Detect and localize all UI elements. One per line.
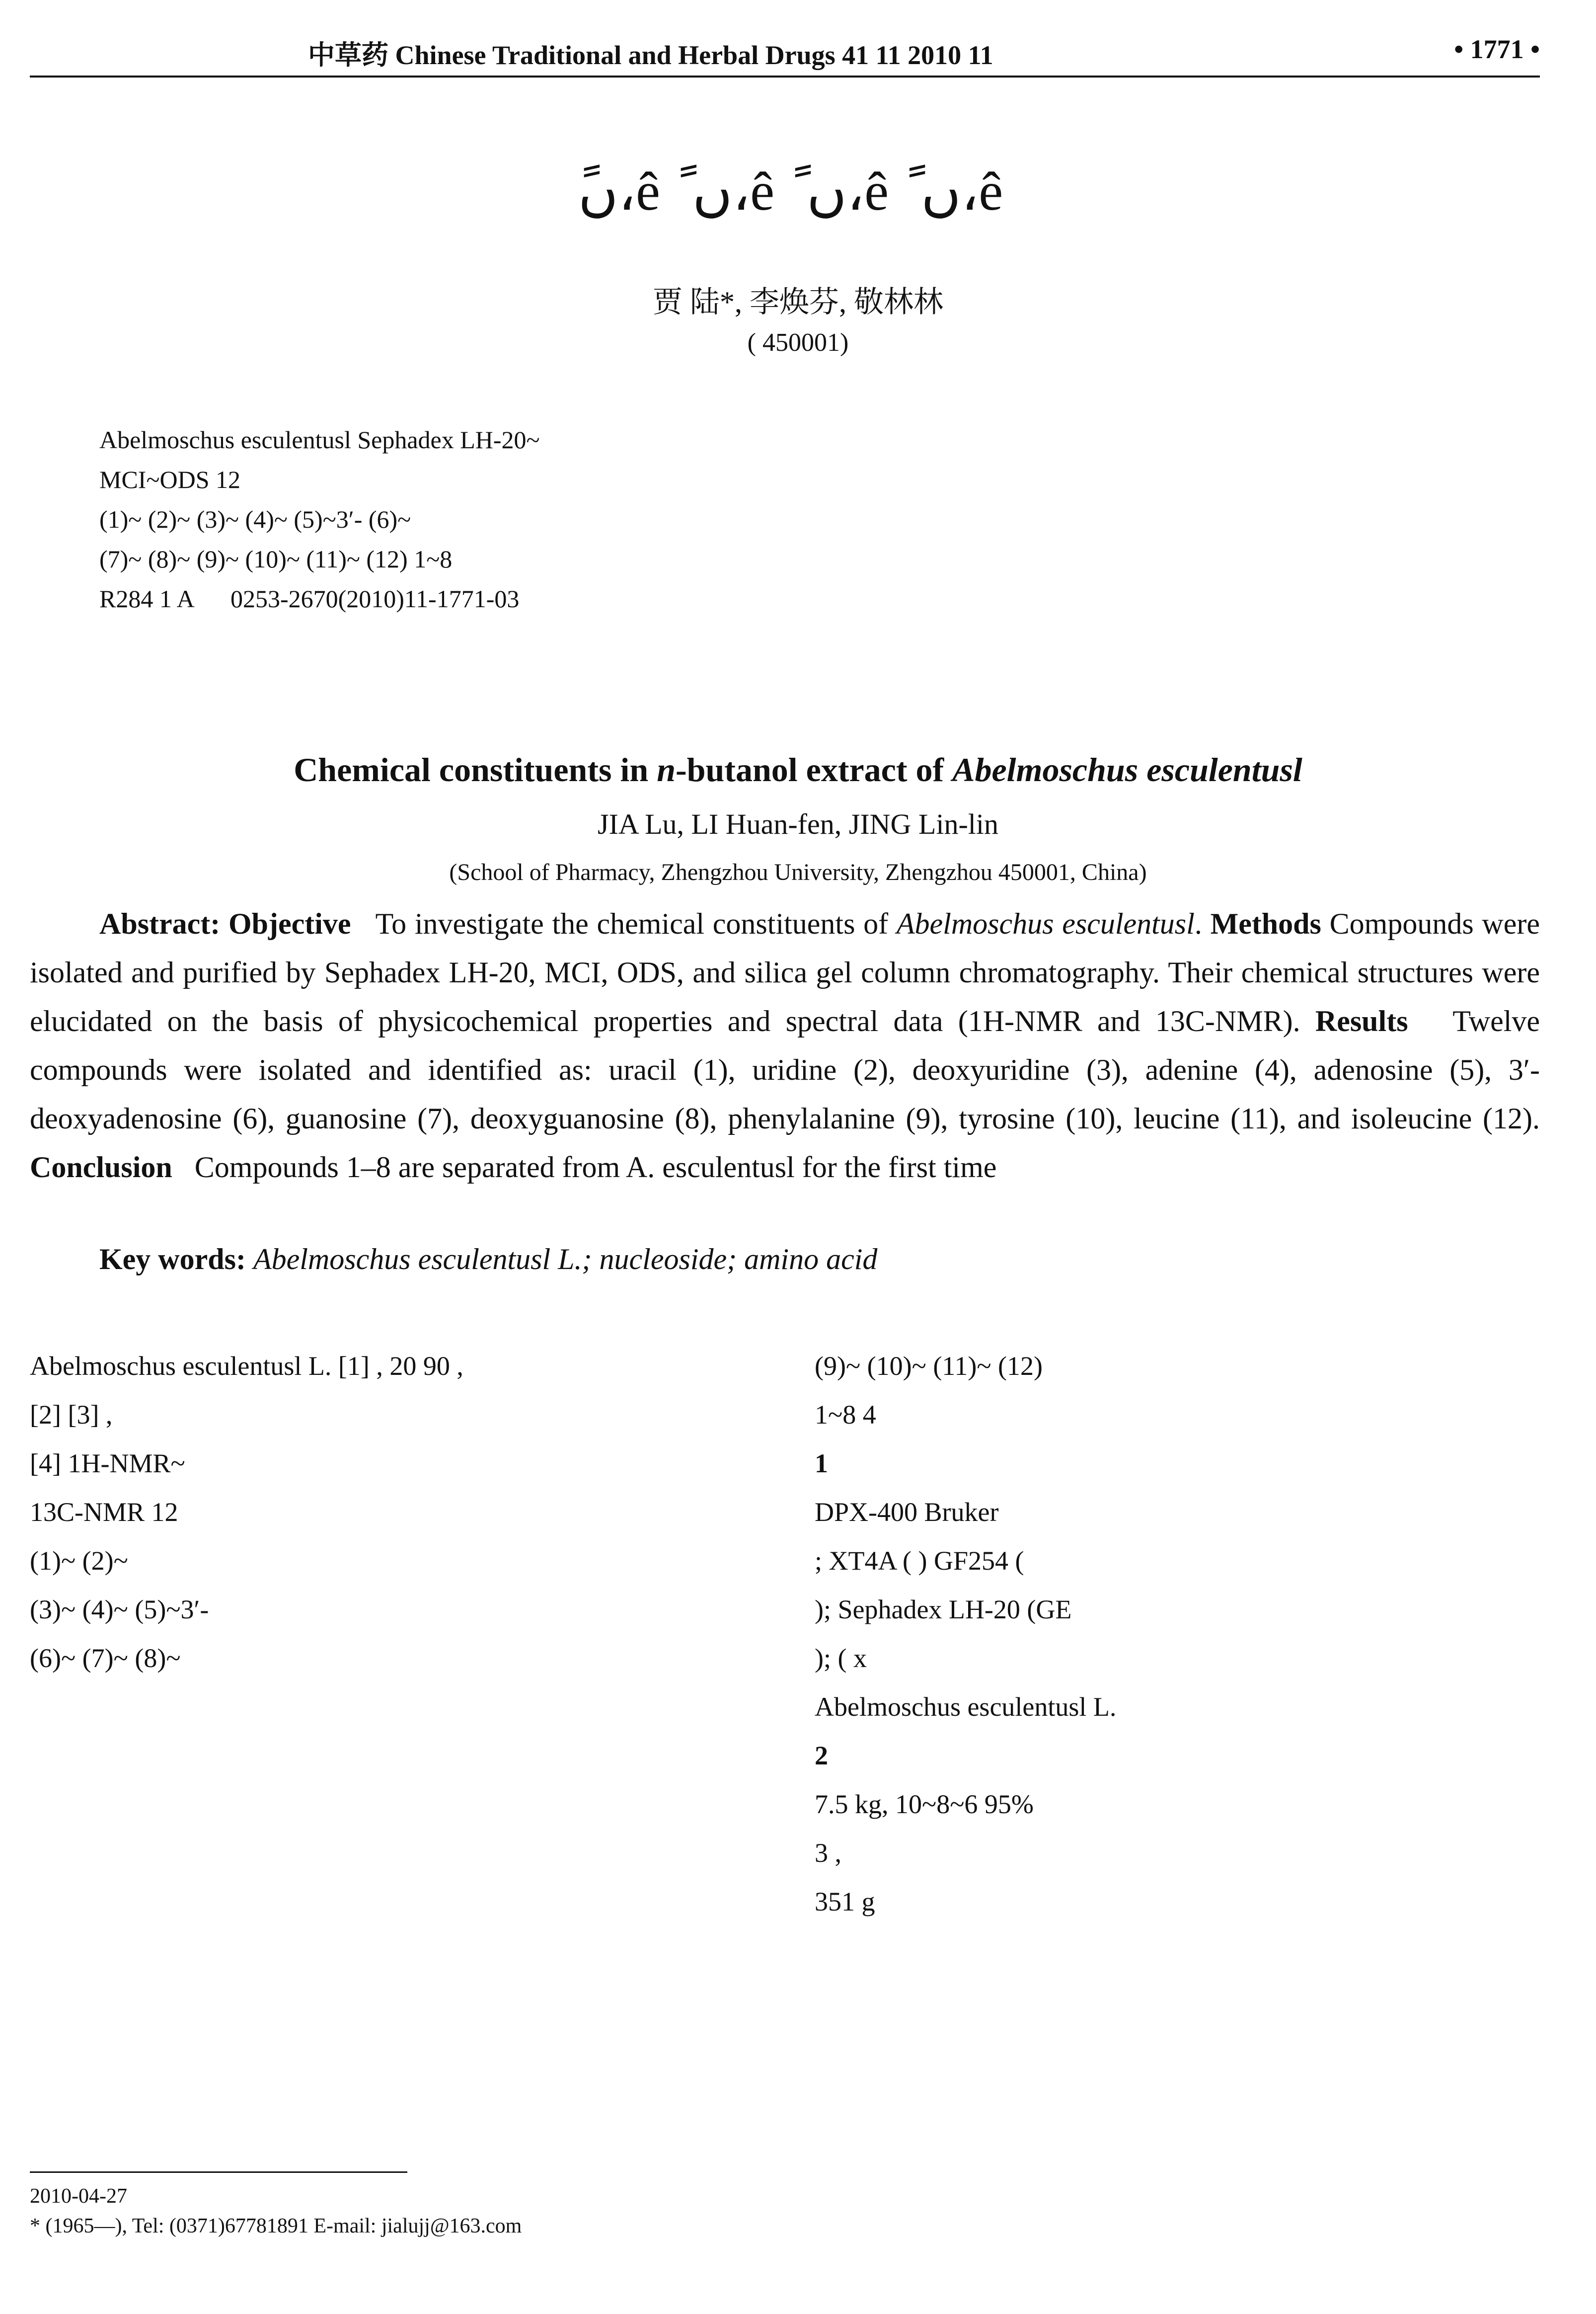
page-number: • 1771 • bbox=[1454, 34, 1540, 64]
paragraph: ; XT4A ( ) GF254 ( bbox=[815, 1546, 1024, 1576]
author-note: * (1965—), Tel: (0371)67781891 E-mail: jialujj@163.com bbox=[30, 2215, 522, 2237]
body-right-column bbox=[815, 1342, 1540, 1926]
abstract-cn-line: (7)~ (8)~ (9)~ (10)~ (11)~ (12) 1~8 bbox=[99, 545, 453, 573]
abstract-cn bbox=[99, 420, 1490, 619]
footnote-rule bbox=[30, 2171, 407, 2173]
paragraph: ); Sephadex LH-20 (GE bbox=[815, 1595, 1072, 1624]
paragraph: [2] [3] , bbox=[30, 1400, 113, 1430]
paragraph: [4] 1H-NMR~ bbox=[30, 1448, 185, 1478]
paragraph: 351 g bbox=[815, 1887, 875, 1916]
paragraph: Abelmoschus esculentusl L. [1] , 20 90 , bbox=[30, 1351, 463, 1381]
clc-number: R284 1 A 0253-2670(2010)11-1771-03 bbox=[99, 585, 520, 613]
keywords: Key words: Abelmoschus esculentusl L.; nucleoside; amino acid bbox=[99, 1243, 878, 1276]
received-date: 2010-04-27 bbox=[30, 2185, 127, 2208]
running-header bbox=[30, 30, 1540, 75]
authors-en: JIA Lu, LI Huan-fen, JING Lin-lin bbox=[598, 808, 998, 840]
paragraph: ); ( x bbox=[815, 1643, 867, 1673]
affiliation-en: (School of Pharmacy, Zhengzhou University, Zhengzhou 450001, China) bbox=[449, 859, 1147, 885]
paragraph: Abelmoschus esculentusl L. bbox=[815, 1692, 1117, 1722]
affiliation-cn: ( 450001) bbox=[747, 328, 849, 357]
paragraph: (9)~ (10)~ (11)~ (12) bbox=[815, 1351, 1043, 1381]
abstract-cn-line: Abelmoschus esculentusl Sephadex LH-20~ bbox=[99, 426, 540, 454]
section-heading: 1 bbox=[815, 1448, 828, 1478]
authors-cn: 贾 陆*, 李焕芬, 敬林林 bbox=[653, 286, 943, 319]
abstract-cn-line: MCI~ODS 12 bbox=[99, 466, 241, 493]
paragraph: 7.5 kg, 10~8~6 95% bbox=[815, 1789, 1034, 1819]
results-label: Results bbox=[1315, 1005, 1408, 1037]
paragraph: DPX-400 Bruker bbox=[815, 1497, 999, 1527]
journal-name: 中草药 Chinese Traditional and Herbal Drugs 41 11 2010 11 bbox=[308, 40, 993, 70]
title-en: Chemical constituents in n-butanol extract of Abelmoschus esculentusl bbox=[294, 751, 1302, 789]
paragraph: 3 , bbox=[815, 1838, 841, 1868]
header-rule bbox=[30, 76, 1540, 78]
section-heading: 2 bbox=[815, 1741, 828, 1770]
footnote bbox=[30, 2181, 1540, 2241]
paragraph: 1~8 4 bbox=[815, 1400, 876, 1430]
methods-label: Methods bbox=[1210, 907, 1321, 940]
abstract-cn-line: (1)~ (2)~ (3)~ (4)~ (5)~3′- (6)~ bbox=[99, 505, 411, 533]
body-left-column bbox=[30, 1342, 745, 1682]
abstract-en: Abstract: Objective To investigate the chemical constituents of Abelmoschus esculentusl. Methods Compounds were isolated and purified by Sephadex LH-20, MCI, ODS, and silica gel column chromatography. Their chemical structures were elucidated on the basis of physicochemical properties and spectral data (1H-NMR and 13C-NMR). Results Twelve compounds were isolated and identified as: uracil (1), uridine (2), deoxyuridine (3), adenine (4), adenosine (5), 3′-deoxyadenosine (6), guanosine (7), deoxyguanosine (8), phenylalanine (9), tyrosine (10), leucine (11), and isoleucine (12). Conclusion Compounds 1–8 are separated from A. esculentusl for the first time bbox=[30, 907, 1540, 1184]
conclusion-label: Conclusion bbox=[30, 1151, 172, 1184]
paragraph: (3)~ (4)~ (5)~3′- bbox=[30, 1595, 209, 1624]
objective-label: Abstract: Objective bbox=[99, 907, 351, 940]
paragraph: (1)~ (2)~ bbox=[30, 1546, 128, 1576]
paragraph: 13C-NMR 12 bbox=[30, 1497, 178, 1527]
title-cn: ًں،ê ًں،ê ًں،ê ًں،ê bbox=[578, 161, 1018, 222]
paragraph: (6)~ (7)~ (8)~ bbox=[30, 1643, 181, 1673]
